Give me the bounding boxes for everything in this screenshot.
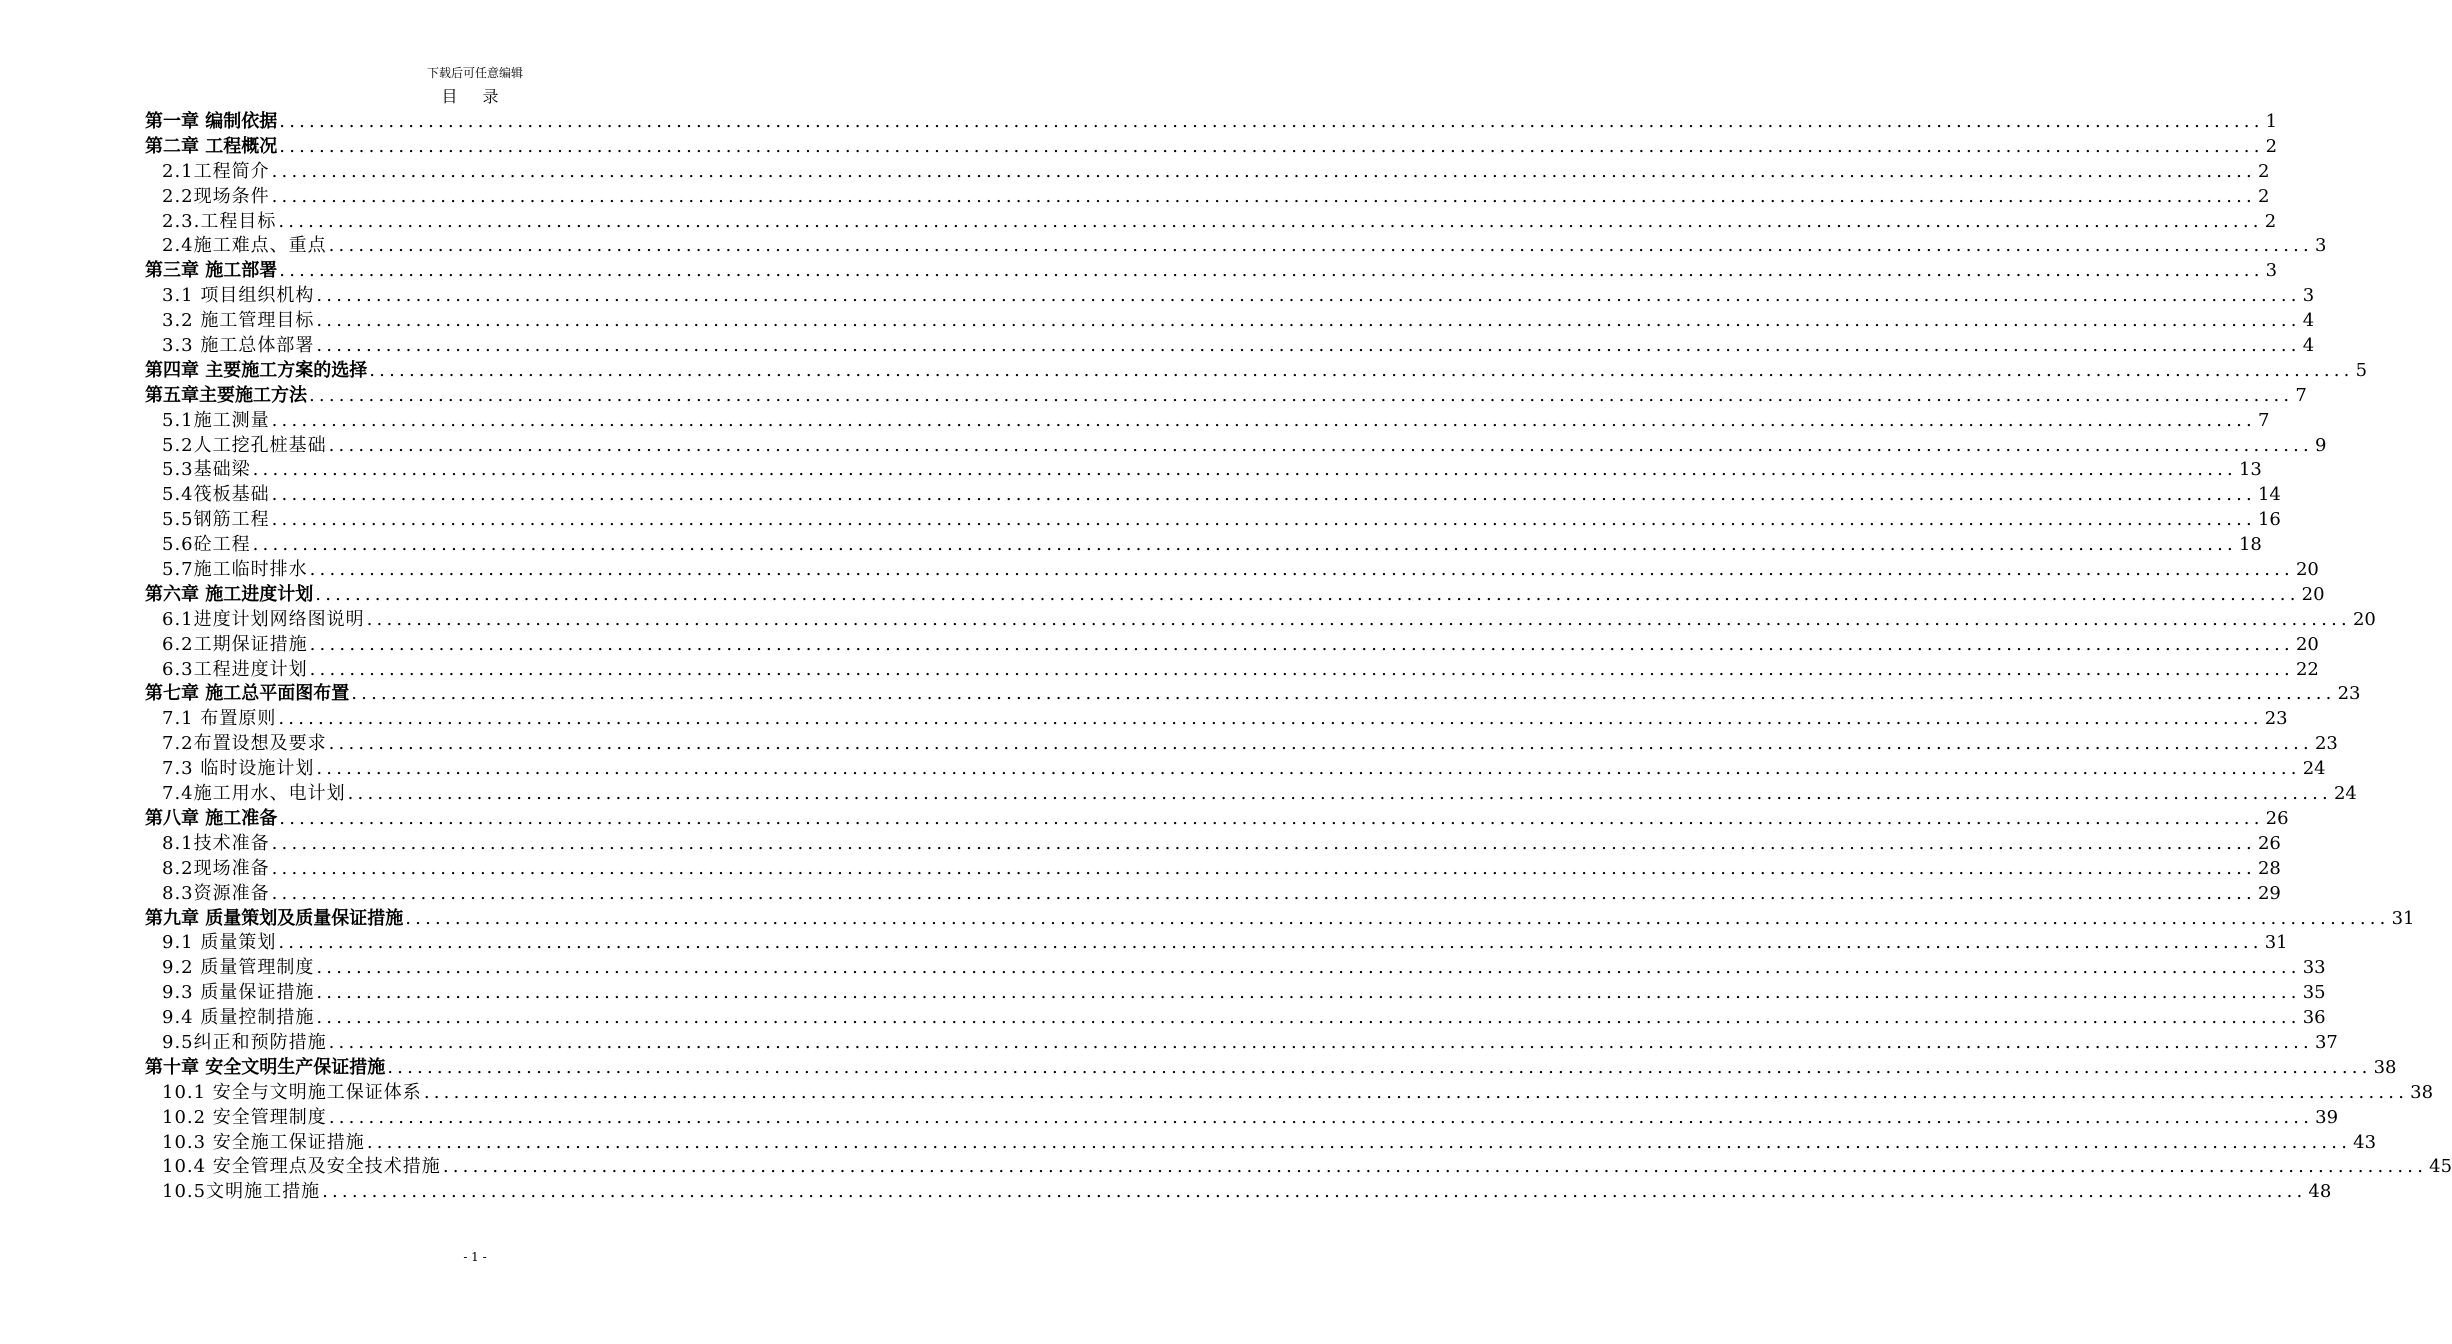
toc-section-entry[interactable] [145, 832, 2281, 857]
toc-dot-leader: ........................................................................................................................................................................................................ [252, 534, 2237, 556]
toc-section-entry[interactable] [145, 234, 2327, 259]
toc-section-entry[interactable] [145, 857, 2281, 882]
toc-entry-page-number: 22 [2295, 658, 2319, 680]
toc-dot-leader: ........................................................................................................................................................................................................ [271, 185, 2256, 207]
toc-dot-leader: ........................................................................................................................................................................................................ [387, 1056, 2372, 1078]
toc-entry-page-number: 36 [2302, 1007, 2326, 1029]
toc-entry-label: 9.5纠正和预防措施 [162, 1031, 327, 1053]
toc-entry-label: 3.1 项目组织机构 [162, 285, 315, 307]
toc-entry-page-number: 45 [2429, 1156, 2452, 1178]
toc-entry-label: 7.1 布置原则 [162, 708, 277, 730]
toc-entry-label: 第九章 质量策划及质量保证措施 [145, 907, 404, 929]
toc-entry-page-number: 3 [2314, 235, 2327, 257]
toc-entry-label: 10.3 安全施工保证措施 [162, 1131, 365, 1153]
footer-page-number: - 1 - [463, 1250, 487, 1264]
toc-entry-page-number: 39 [2315, 1106, 2339, 1128]
toc-dot-leader: ........................................................................................................................................................................................................ [252, 459, 2237, 481]
toc-dot-leader: ........................................................................................................................................................................................................ [309, 559, 2294, 581]
toc-entry-label: 2.2现场条件 [162, 185, 270, 207]
toc-section-entry[interactable] [145, 284, 2315, 309]
toc-entry-page-number: 28 [2257, 857, 2281, 879]
toc-entry-label: 2.4施工难点、重点 [162, 235, 327, 257]
toc-section-entry[interactable] [145, 1180, 2332, 1205]
toc-dot-leader: ........................................................................................................................................................................................................ [278, 210, 2263, 232]
toc-entry-page-number: 3 [2302, 285, 2315, 307]
toc-section-entry[interactable] [145, 633, 2319, 658]
toc-entry-label: 6.2工期保证措施 [162, 633, 308, 655]
toc-entry-label: 10.4 安全管理点及安全技术措施 [162, 1156, 441, 1178]
toc-dot-leader: ........................................................................................................................................................................................................ [315, 583, 2300, 605]
table-of-contents [145, 110, 2452, 1205]
toc-entry-label: 第十章 安全文明生产保证措施 [145, 1056, 386, 1078]
toc-chapter-entry[interactable] [145, 384, 2307, 409]
toc-dot-leader: ........................................................................................................................................................................................................ [316, 957, 2301, 979]
toc-dot-leader: ........................................................................................................................................................................................................ [322, 1181, 2307, 1203]
toc-section-entry[interactable] [145, 608, 2376, 633]
toc-dot-leader: ........................................................................................................................................................................................................ [369, 359, 2354, 381]
toc-dot-leader: ........................................................................................................................................................................................................ [271, 882, 2256, 904]
toc-section-entry[interactable] [145, 1006, 2326, 1031]
toc-entry-page-number: 2 [2265, 135, 2278, 157]
toc-section-entry[interactable] [145, 508, 2281, 533]
toc-section-entry[interactable] [145, 1106, 2339, 1131]
toc-chapter-entry[interactable] [145, 907, 2415, 932]
toc-dot-leader: ........................................................................................................................................................................................................ [316, 982, 2301, 1004]
toc-dot-leader: ........................................................................................................................................................................................................ [316, 285, 2301, 307]
toc-entry-page-number: 26 [2265, 807, 2289, 829]
toc-dot-leader: ........................................................................................................................................................................................................ [366, 608, 2351, 630]
toc-dot-leader: ........................................................................................................................................................................................................ [442, 1156, 2428, 1178]
toc-entry-page-number: 29 [2257, 882, 2281, 904]
toc-entry-page-number: 20 [2352, 608, 2376, 630]
toc-dot-leader: ........................................................................................................................................................................................................ [351, 683, 2336, 705]
toc-dot-leader: ........................................................................................................................................................................................................ [328, 1106, 2314, 1128]
toc-entry-label: 2.3.工程目标 [162, 210, 277, 232]
toc-entry-page-number: 18 [2238, 534, 2262, 556]
toc-section-entry[interactable] [145, 210, 2277, 235]
toc-section-entry[interactable] [145, 757, 2326, 782]
toc-section-entry[interactable] [145, 160, 2270, 185]
toc-entry-page-number: 9 [2314, 434, 2327, 456]
toc-entry-page-number: 20 [2301, 583, 2325, 605]
toc-entry-page-number: 35 [2302, 982, 2326, 1004]
toc-entry-label: 5.3基础梁 [162, 459, 251, 481]
header-note: 下载后可任意编辑 [426, 66, 523, 80]
toc-dot-leader: ........................................................................................................................................................................................................ [278, 708, 2263, 730]
toc-dot-leader: ........................................................................................................................................................................................................ [316, 335, 2301, 357]
toc-entry-label: 6.1进度计划网络图说明 [162, 608, 365, 630]
toc-entry-label: 第三章 施工部署 [145, 260, 278, 282]
toc-entry-label: 3.3 施工总体部署 [162, 335, 315, 357]
toc-section-entry[interactable] [145, 1155, 2452, 1180]
toc-entry-page-number: 37 [2314, 1031, 2338, 1053]
toc-entry-page-number: 2 [2257, 160, 2270, 182]
toc-entry-page-number: 23 [2314, 733, 2338, 755]
toc-dot-leader: ........................................................................................................................................................................................................ [278, 932, 2263, 954]
toc-section-entry[interactable] [145, 483, 2281, 508]
toc-dot-leader: ........................................................................................................................................................................................................ [271, 857, 2256, 879]
toc-dot-leader: ........................................................................................................................................................................................................ [271, 484, 2256, 506]
toc-entry-label: 9.1 质量策划 [162, 932, 277, 954]
toc-dot-leader: ........................................................................................................................................................................................................ [271, 160, 2256, 182]
toc-section-entry[interactable] [145, 409, 2270, 434]
toc-entry-page-number: 16 [2257, 509, 2281, 531]
toc-dot-leader: ........................................................................................................................................................................................................ [279, 260, 2264, 282]
toc-dot-leader: ........................................................................................................................................................................................................ [405, 907, 2390, 929]
toc-dot-leader: ........................................................................................................................................................................................................ [366, 1131, 2352, 1153]
toc-section-entry[interactable] [145, 931, 2288, 956]
toc-chapter-entry[interactable] [145, 1056, 2397, 1081]
toc-chapter-entry[interactable] [145, 259, 2278, 284]
toc-entry-page-number: 20 [2295, 559, 2319, 581]
toc-dot-leader: ........................................................................................................................................................................................................ [316, 758, 2301, 780]
toc-entry-label: 10.2 安全管理制度 [162, 1106, 327, 1128]
toc-entry-page-number: 2 [2264, 210, 2277, 232]
toc-entry-label: 第七章 施工总平面图布置 [145, 683, 350, 705]
toc-entry-label: 9.4 质量控制措施 [162, 1007, 315, 1029]
toc-entry-label: 第二章 工程概况 [145, 135, 278, 157]
toc-title: 目 录 [441, 87, 509, 106]
toc-entry-label: 7.4施工用水、电计划 [162, 783, 346, 805]
toc-entry-label: 9.2 质量管理制度 [162, 957, 315, 979]
toc-dot-leader: ........................................................................................................................................................................................................ [279, 135, 2264, 157]
toc-entry-label: 5.6砼工程 [162, 534, 251, 556]
toc-chapter-entry[interactable] [145, 110, 2278, 135]
toc-dot-leader: ........................................................................................................................................................................................................ [316, 310, 2301, 332]
toc-dot-leader: ........................................................................................................................................................................................................ [271, 832, 2256, 854]
toc-entry-page-number: 4 [2302, 310, 2315, 332]
toc-entry-label: 5.7施工临时排水 [162, 559, 308, 581]
toc-dot-leader: ........................................................................................................................................................................................................ [328, 235, 2313, 257]
toc-entry-label: 第四章 主要施工方案的选择 [145, 359, 368, 381]
toc-entry-page-number: 4 [2302, 335, 2315, 357]
toc-entry-page-number: 20 [2295, 633, 2319, 655]
toc-entry-page-number: 31 [2264, 932, 2288, 954]
toc-section-entry[interactable] [145, 558, 2319, 583]
toc-entry-page-number: 26 [2257, 832, 2281, 854]
toc-dot-leader: ........................................................................................................................................................................................................ [328, 1031, 2313, 1053]
toc-entry-label: 8.3资源准备 [162, 882, 270, 904]
toc-entry-label: 10.1 安全与文明施工保证体系 [162, 1081, 422, 1103]
toc-entry-label: 5.1施工测量 [162, 409, 270, 431]
toc-dot-leader: ........................................................................................................................................................................................................ [316, 1007, 2301, 1029]
toc-entry-page-number: 38 [2410, 1081, 2434, 1103]
toc-entry-page-number: 33 [2302, 957, 2326, 979]
toc-entry-page-number: 31 [2391, 907, 2415, 929]
toc-entry-page-number: 48 [2308, 1181, 2332, 1203]
toc-entry-label: 7.3 临时设施计划 [162, 758, 315, 780]
toc-entry-page-number: 2 [2257, 185, 2270, 207]
toc-dot-leader: ........................................................................................................................................................................................................ [328, 733, 2313, 755]
toc-section-entry[interactable] [145, 707, 2288, 732]
toc-section-entry[interactable] [145, 309, 2315, 334]
toc-entry-page-number: 3 [2265, 260, 2278, 282]
toc-entry-label: 5.2人工挖孔桩基础 [162, 434, 327, 456]
toc-entry-label: 第五章主要施工方法 [145, 384, 307, 406]
toc-section-entry[interactable] [145, 732, 2338, 757]
toc-entry-label: 8.2现场准备 [162, 857, 270, 879]
toc-chapter-entry[interactable] [145, 583, 2325, 608]
toc-section-entry[interactable] [145, 1031, 2338, 1056]
toc-chapter-entry[interactable] [145, 682, 2361, 707]
toc-section-entry[interactable] [145, 334, 2315, 359]
toc-chapter-entry[interactable] [145, 807, 2289, 832]
toc-section-entry[interactable] [145, 1131, 2377, 1156]
toc-entry-label: 7.2布置设想及要求 [162, 733, 327, 755]
toc-dot-leader: ........................................................................................................................................................................................................ [309, 384, 2294, 406]
toc-section-entry[interactable] [145, 882, 2281, 907]
toc-entry-page-number: 43 [2353, 1131, 2377, 1153]
toc-section-entry[interactable] [145, 1081, 2434, 1106]
toc-entry-label: 8.1技术准备 [162, 832, 270, 854]
toc-section-entry[interactable] [145, 434, 2327, 459]
toc-entry-page-number: 5 [2355, 359, 2368, 381]
toc-entry-page-number: 7 [2257, 409, 2270, 431]
toc-section-entry[interactable] [145, 782, 2357, 807]
toc-dot-leader: ........................................................................................................................................................................................................ [271, 409, 2256, 431]
toc-entry-label: 第八章 施工准备 [145, 807, 278, 829]
toc-entry-label: 6.3工程进度计划 [162, 658, 308, 680]
toc-section-entry[interactable] [145, 185, 2270, 210]
toc-section-entry[interactable] [145, 658, 2319, 683]
toc-entry-page-number: 24 [2302, 758, 2326, 780]
toc-dot-leader: ........................................................................................................................................................................................................ [423, 1081, 2409, 1103]
toc-entry-label: 5.5钢筋工程 [162, 509, 270, 531]
toc-dot-leader: ........................................................................................................................................................................................................ [347, 783, 2332, 805]
toc-section-entry[interactable] [145, 956, 2326, 981]
toc-chapter-entry[interactable] [145, 135, 2278, 160]
toc-entry-label: 5.4筏板基础 [162, 484, 270, 506]
toc-entry-label: 9.3 质量保证措施 [162, 982, 315, 1004]
toc-chapter-entry[interactable] [145, 359, 2368, 384]
toc-entry-label: 第六章 施工进度计划 [145, 583, 314, 605]
toc-dot-leader: ........................................................................................................................................................................................................ [279, 111, 2264, 132]
toc-section-entry[interactable] [145, 458, 2262, 483]
toc-entry-label: 10.5文明施工措施 [162, 1181, 321, 1203]
toc-dot-leader: ........................................................................................................................................................................................................ [309, 658, 2294, 680]
toc-entry-page-number: 7 [2295, 384, 2307, 406]
toc-dot-leader: ........................................................................................................................................................................................................ [279, 807, 2264, 829]
toc-dot-leader: ........................................................................................................................................................................................................ [328, 434, 2313, 456]
toc-entry-page-number: 1 [2265, 111, 2278, 132]
toc-entry-page-number: 23 [2264, 708, 2288, 730]
toc-section-entry[interactable] [145, 533, 2262, 558]
toc-entry-label: 2.1工程简介 [162, 160, 270, 182]
toc-entry-label: 第一章 编制依据 [145, 111, 278, 132]
toc-section-entry[interactable] [145, 981, 2326, 1006]
toc-entry-label: 3.2 施工管理目标 [162, 310, 315, 332]
toc-dot-leader: ........................................................................................................................................................................................................ [309, 633, 2294, 655]
toc-entry-page-number: 38 [2373, 1056, 2397, 1078]
toc-entry-page-number: 23 [2337, 683, 2361, 705]
toc-entry-page-number: 13 [2238, 459, 2262, 481]
toc-entry-page-number: 24 [2333, 783, 2357, 805]
toc-dot-leader: ........................................................................................................................................................................................................ [271, 509, 2256, 531]
toc-entry-page-number: 14 [2257, 484, 2281, 506]
